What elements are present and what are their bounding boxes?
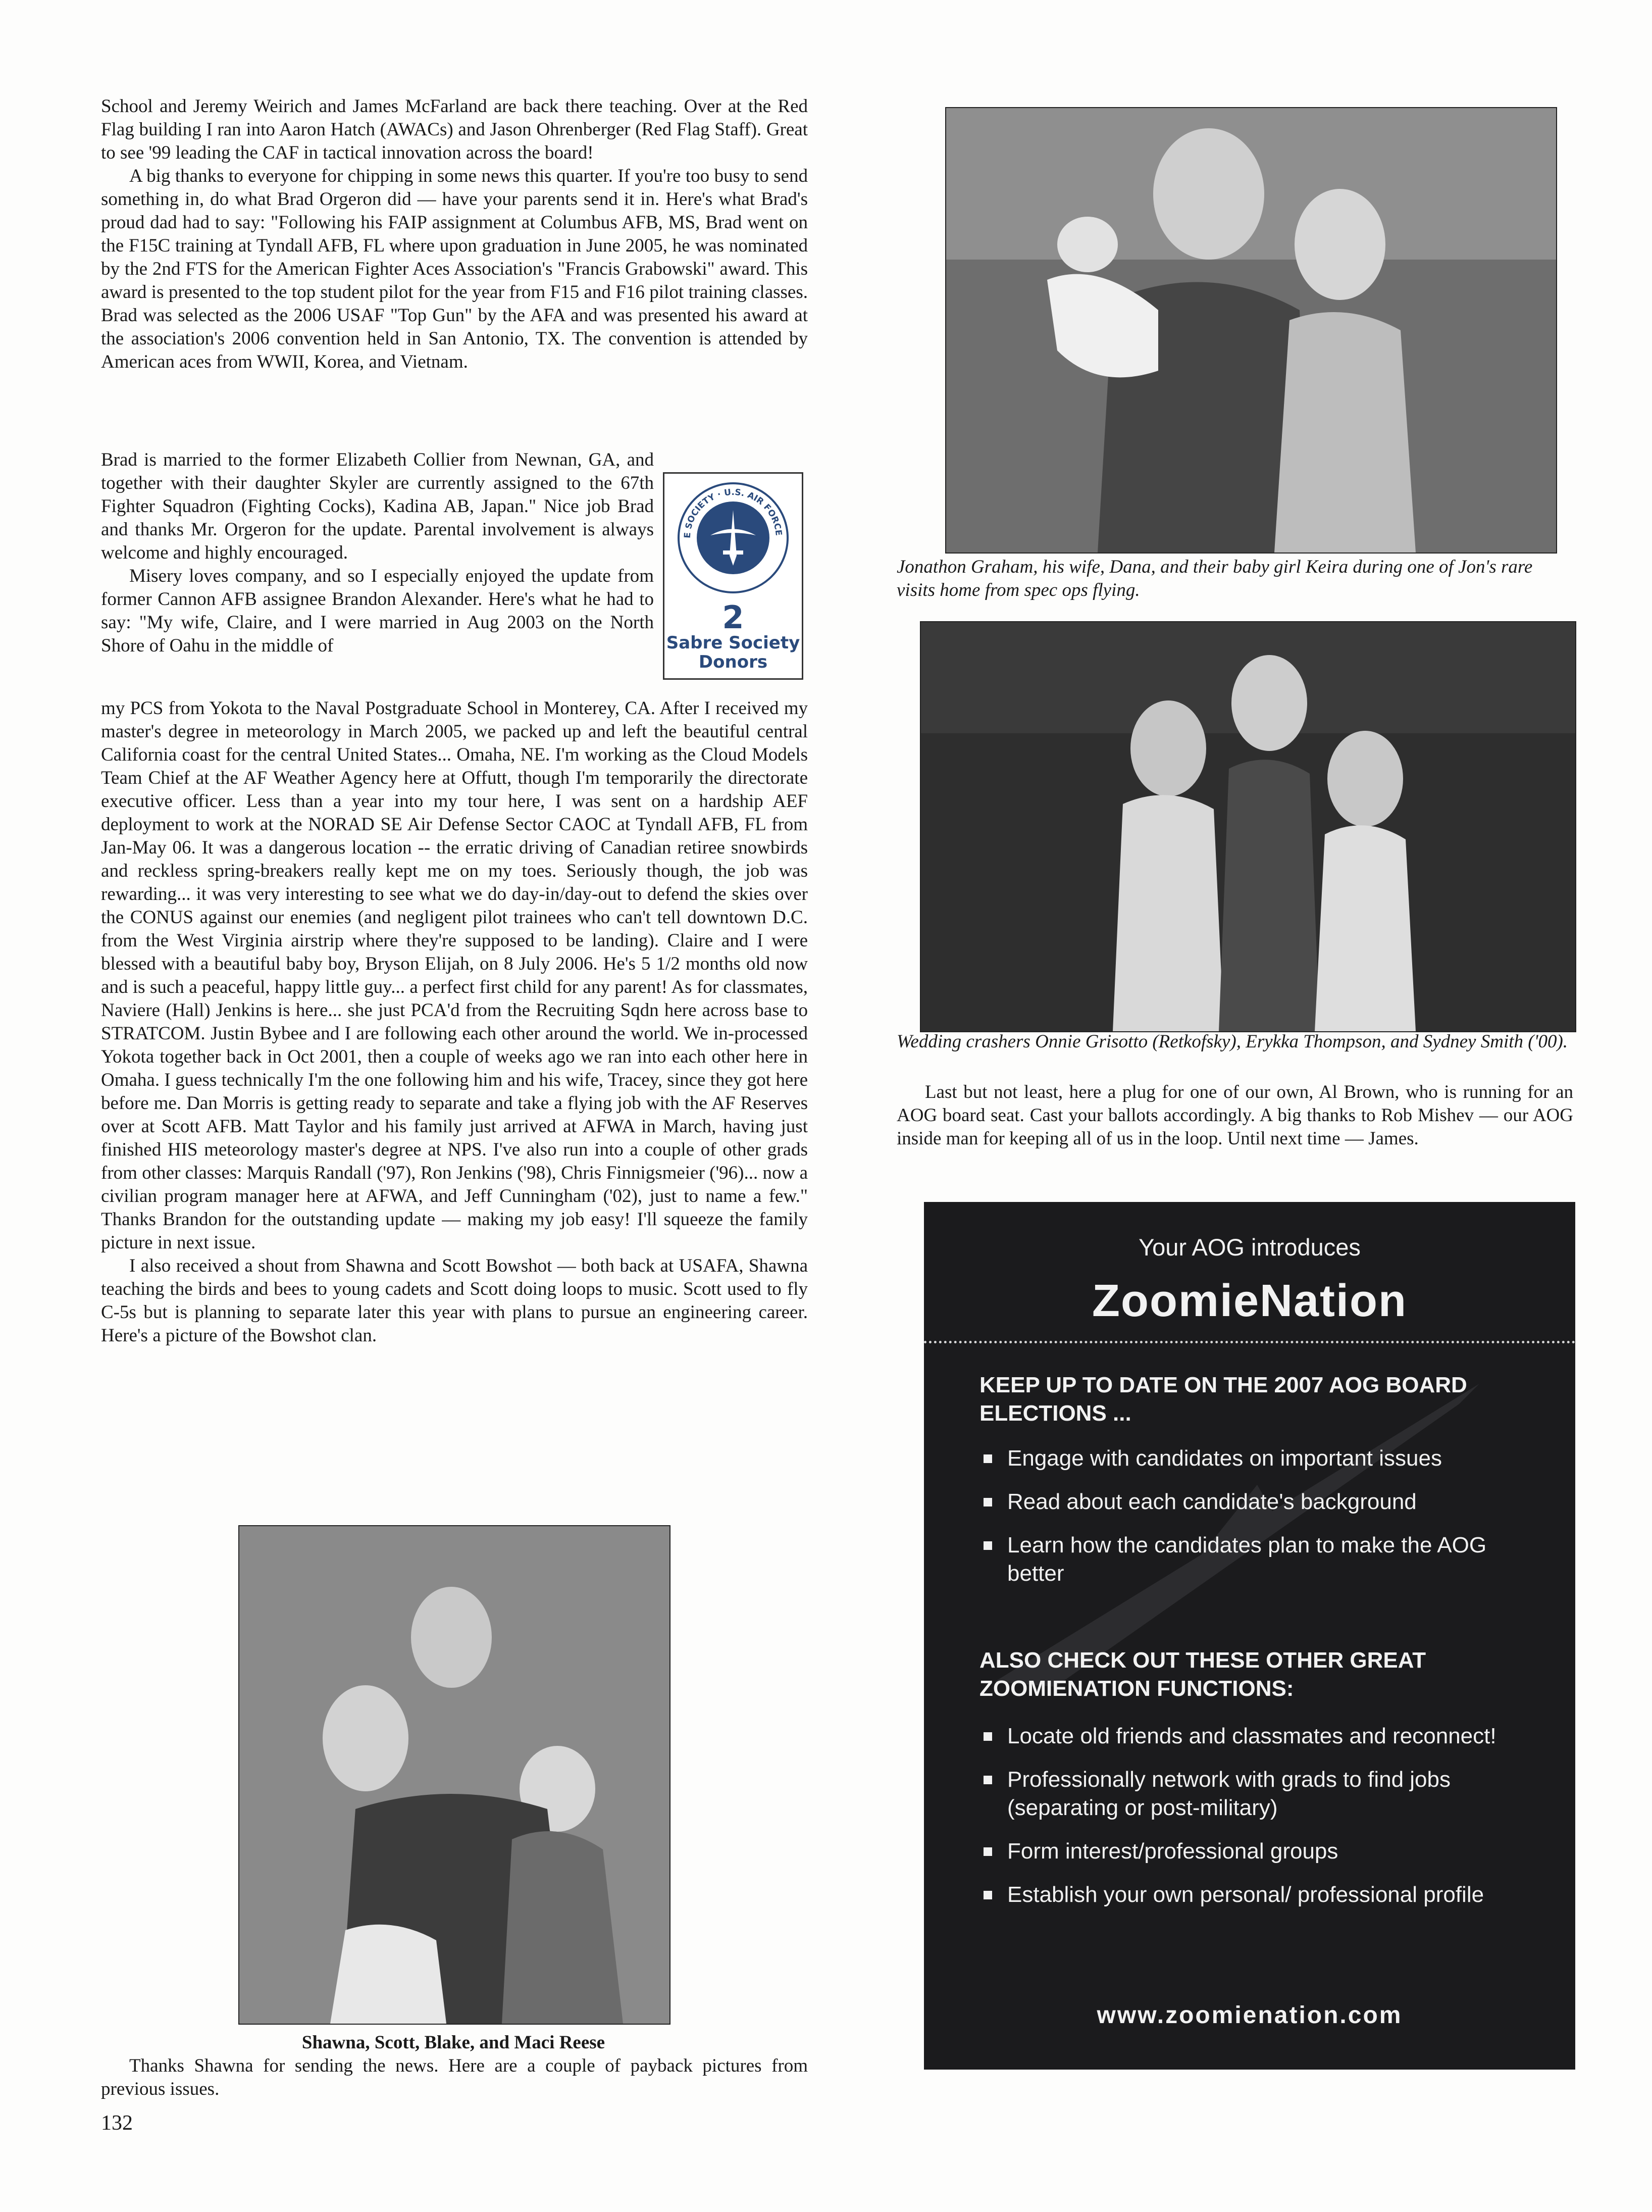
ad-list-item: Establish your own personal/ professional profile: [979, 1881, 1510, 1909]
paragraph-orgeron-cont: Brad is married to the former Elizabeth Collier from Newnan, GA, and together with their daughter Skyler are currently assigned to the 67th Fighter Squadron (Fighting Cocks), Kadina AB, Japan." Nice job Brad and thanks Mr. Orgeron for the update. Parental involvement is always welcome and highly encouraged.: [101, 449, 654, 563]
ad-intro: Your AOG introduces: [1139, 1234, 1361, 1261]
ad-list-item: Locate old friends and classmates and reconnect!: [979, 1722, 1510, 1750]
left-column-upper: [101, 95, 808, 374]
jet-silhouette-icon: [924, 1202, 1575, 2070]
ad-list-item: Professionally network with grads to find jobs (separating or post-military): [979, 1766, 1510, 1822]
left-column-end: [101, 2054, 808, 2101]
ad-url-link[interactable]: www.zoomienation.com: [1097, 2002, 1403, 2029]
graham-family-photo: [945, 107, 1557, 554]
sabre-label-1: Sabre Society: [666, 633, 800, 653]
wedding-photo-caption: Wedding crashers Onnie Grisotto (Retkofsky), Erykka Thompson, and Sydney Smith ('00).: [897, 1031, 1568, 1052]
paragraph-al-brown: Last but not least, here a plug for one of our own, Al Brown, who is running for an AOG board seat. Cast your ballots accordingly. A big thanks to Rob Mishev — our AOG inside man for keeping all of us in the loop. Until next time — James.: [897, 1082, 1573, 1149]
paragraph-alexander-cont: my PCS from Yokota to the Naval Postgraduate School in Monterey, CA. After I received my master's degree in meteorology in March 2005, we packed up and left the beautiful central California coast for the central United States... Omaha, NE. I'm working as the Cloud Models Team Chief at the AF Weather Agency here at Offutt, though I'm temporarily the directorate executive officer. Less than a year into my tour here, I was sent on a hardship AEF deployment to work at the NORAD SE Air Defense Sector CAOC at Tyndall AFB, FL from Jan-May 06. It was a dangerous location -- the erratic driving of Canadian retiree snowbirds and reckless spring-breakers really kept me on my toes. Seriously though, the job was rewarding... it was very interesting to see what we do day-in/day-out to defend the skies over the CONUS against our enemies (and negligent pilot trainees who can't tell downtown D.C. from the West Virginia airstrip where they're supposed to be landing). Claire and I were blessed with a beautiful baby boy, Bryson Elijah, on 8 July 2006. He's 5 1/2 months old now and is such a peaceful, happy little guy... a perfect first child for any parent! As for classmates, Naviere (Hall) Jenkins is here... she just PCA'd from the Recruiting Sqdn here across base to STRATCOM. Justin Bybee and I are following each other around the world. We in-processed Yokota together back in Oct 2001, then a couple of weeks ago we ran into each other here in Omaha. I guess technically I'm the one following him and his wife, Tracey, since they got here before me. Dan Morris is getting ready to separate and take a flying job with the AF Reserves over at Scott AFB. Matt Taylor and his family just arrived at AFWA in March, having just finished HIS meteorology master's degree at NPS. I've also run into a couple of other grads from other classes: Marquis Randall ('97), Ron Jenkins ('98), Chris Finnigsmeier ('96)... now a civilian program manager here at AFWA, and Jeff Cunningham ('02), just to name a few." Thanks Brandon for the outstanding update — making my job easy! I'll squeeze the family picture in next issue.: [101, 698, 808, 1253]
ad-brand: ZoomieNation: [1092, 1276, 1407, 1326]
bowshot-family-photo: [238, 1525, 670, 2025]
left-column-lower: [101, 697, 808, 1347]
right-column-text: [897, 1081, 1573, 1150]
paragraph-red-flag: School and Jeremy Weirich and James McFarland are back there teaching. Over at the Red Flag building I ran into Aaron Hatch (AWACs) and Jason Ohrenberger (Red Flag Staff). Great to see '99 leading the CAF in tactical innovation across the board!: [101, 96, 808, 163]
bowshot-photo-caption: Shawna, Scott, Blake, and Maci Reese: [301, 2032, 605, 2053]
paragraph-payback: Thanks Shawna for sending the news. Here are a couple of payback pictures from previous issues.: [101, 2055, 808, 2099]
page-number: 132: [101, 2112, 133, 2135]
ad-list-item: Read about each candidate's background: [979, 1488, 1510, 1516]
ad-list-elections: [979, 1444, 1510, 1603]
ad-heading-elections: KEEP UP TO DATE ON THE 2007 AOG BOARD ELECTIONS ...: [979, 1373, 1467, 1426]
sabre-society-box: [663, 472, 803, 680]
sabre-label-2: Donors: [698, 652, 768, 672]
paragraph-alexander: Misery loves company, and so I especially enjoyed the update from former Cannon AFB assignee Brandon Alexander. Here's what he had to say: "My wife, Claire, and I were married in Aug 2003 on the North Shore of Oahu in the middle of: [101, 566, 654, 656]
ad-heading-functions: ALSO CHECK OUT THESE OTHER GREAT ZOOMIENATION FUNCTIONS:: [979, 1648, 1426, 1701]
sabre-society-seal-icon: [675, 480, 791, 596]
ad-divider: [924, 1341, 1575, 1343]
seal-text: E SOCIETY · U.S. AIR FORCE: [682, 487, 784, 539]
paragraph-orgeron: A big thanks to everyone for chipping in some news this quarter. If you're too busy to send something in, do what Brad Orgeron did — have your parents send it in. Here's what Brad's proud dad had to say: "Following his FAIP assignment at Columbus AFB, MS, Brad went on the F15C training at Tyndall AFB, FL where upon graduation in June 2005, he was nominated by the 2nd FTS for the American Fighter Aces Association's "Francis Grabowski" award. This award is presented to the top student pilot for the year from F15 and F16 pilot training classes. Brad was selected as the 2006 USAF "Top Gun" by the AFA and was presented his award at the association's 2006 convention held in San Antonio, TX. The convention is attended by American aces from WWII, Korea, and Vietnam.: [101, 166, 808, 372]
sabre-donor-count: 2: [722, 599, 744, 636]
ad-list-item: Form interest/professional groups: [979, 1837, 1510, 1866]
wedding-photo: [920, 621, 1576, 1032]
ad-list-item: Engage with candidates on important issues: [979, 1444, 1510, 1473]
paragraph-bowshot: I also received a shout from Shawna and Scott Bowshot — both back at USAFA, Shawna teaching the birds and bees to young cadets and Scott doing loops to music. Scott used to fly C-5s but is planning to separate later this year with plans to pursue an engineering career. Here's a picture of the Bowshot clan.: [101, 1255, 808, 1346]
graham-photo-caption: Jonathon Graham, his wife, Dana, and their baby girl Keira during one of Jon's rare visits home from spec ops flying.: [897, 557, 1533, 600]
left-column-wrap: [101, 448, 654, 658]
zoomienation-ad: [924, 1202, 1575, 2070]
ad-list-functions: [979, 1722, 1510, 1924]
ad-list-item: Learn how the candidates plan to make the AOG better: [979, 1531, 1510, 1588]
